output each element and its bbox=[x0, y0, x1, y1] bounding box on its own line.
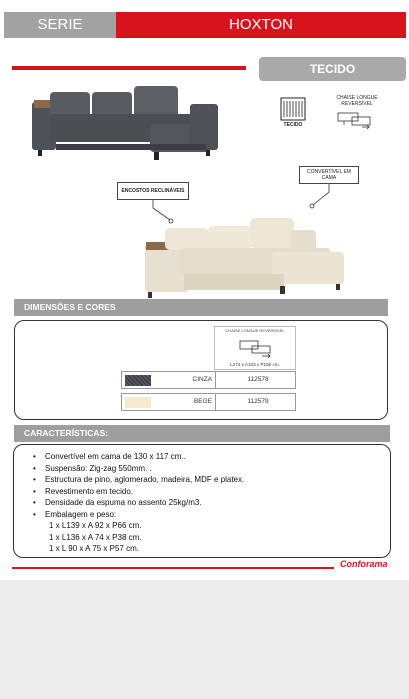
chaise-longue-icon bbox=[238, 338, 272, 358]
dimensions-section-title: DIMENSÕES E CORES bbox=[14, 299, 388, 316]
chaise-longue-icon bbox=[336, 109, 372, 129]
color-row bbox=[121, 393, 296, 411]
feature-item: • Embalagem e peso: bbox=[33, 509, 383, 521]
cell-divider bbox=[215, 372, 216, 388]
dimensions-header-label: CHAISE LONGUE REVERSÍVEL bbox=[225, 328, 285, 333]
package-item: 1 x L136 x A 74 x P38 cm. bbox=[49, 532, 142, 542]
product-code: 112578 bbox=[247, 376, 269, 383]
serie-label: SERIE bbox=[4, 12, 116, 38]
package-item: 1 x L139 x A 92 x P66 cm. bbox=[49, 521, 142, 530]
color-row bbox=[121, 371, 296, 389]
feature-item: • Estructura de pino, aglomerado, madeira, MDF e platex. bbox=[33, 474, 383, 486]
color-name: CINZA bbox=[192, 376, 212, 383]
feature-item: • Revestimento em tecido. bbox=[33, 486, 383, 498]
package-list bbox=[49, 520, 142, 555]
gray-sofa-image bbox=[30, 80, 225, 165]
footer-divider bbox=[12, 567, 334, 569]
background-area bbox=[0, 580, 409, 699]
header-divider bbox=[12, 66, 246, 70]
material-badge: TECIDO bbox=[259, 57, 406, 81]
color-swatch-cinza bbox=[125, 375, 151, 386]
fabric-icon bbox=[280, 97, 306, 121]
convertible-callout: CONVERTÍVEL EM CAMA bbox=[299, 166, 359, 184]
characteristics-section-title: CARACTERÍSTICAS: bbox=[14, 425, 390, 442]
feature-item: • Suspensão: Zig-zag 550mm. . bbox=[33, 463, 383, 475]
brand-logo: Conforama bbox=[340, 559, 388, 569]
feature-item: • Convertível em cama de 130 x 117 cm.. bbox=[33, 451, 383, 463]
fabric-icon-label: TECIDO bbox=[283, 122, 303, 128]
feature-item: • Densidade da espuma no assento 25kg/m3. bbox=[33, 497, 383, 509]
product-code: 112579 bbox=[247, 398, 269, 405]
cell-divider bbox=[215, 394, 216, 410]
color-name: BEGE bbox=[193, 398, 212, 405]
product-name: HOXTON bbox=[116, 12, 406, 38]
reclining-callout: ENCOSTOS RECLINÁVEIS bbox=[117, 182, 189, 200]
feature-list bbox=[33, 451, 383, 521]
color-swatch-bege bbox=[125, 397, 151, 408]
beige-sofa-image bbox=[140, 208, 350, 300]
chaise-label: CHAISE LONGUE REVERSÍVEL bbox=[336, 95, 378, 107]
dimensions-measure: L274 x A103 x P156 cm. bbox=[230, 362, 280, 367]
package-item: 1 x L 90 x A 75 x P57 cm. bbox=[49, 544, 139, 554]
